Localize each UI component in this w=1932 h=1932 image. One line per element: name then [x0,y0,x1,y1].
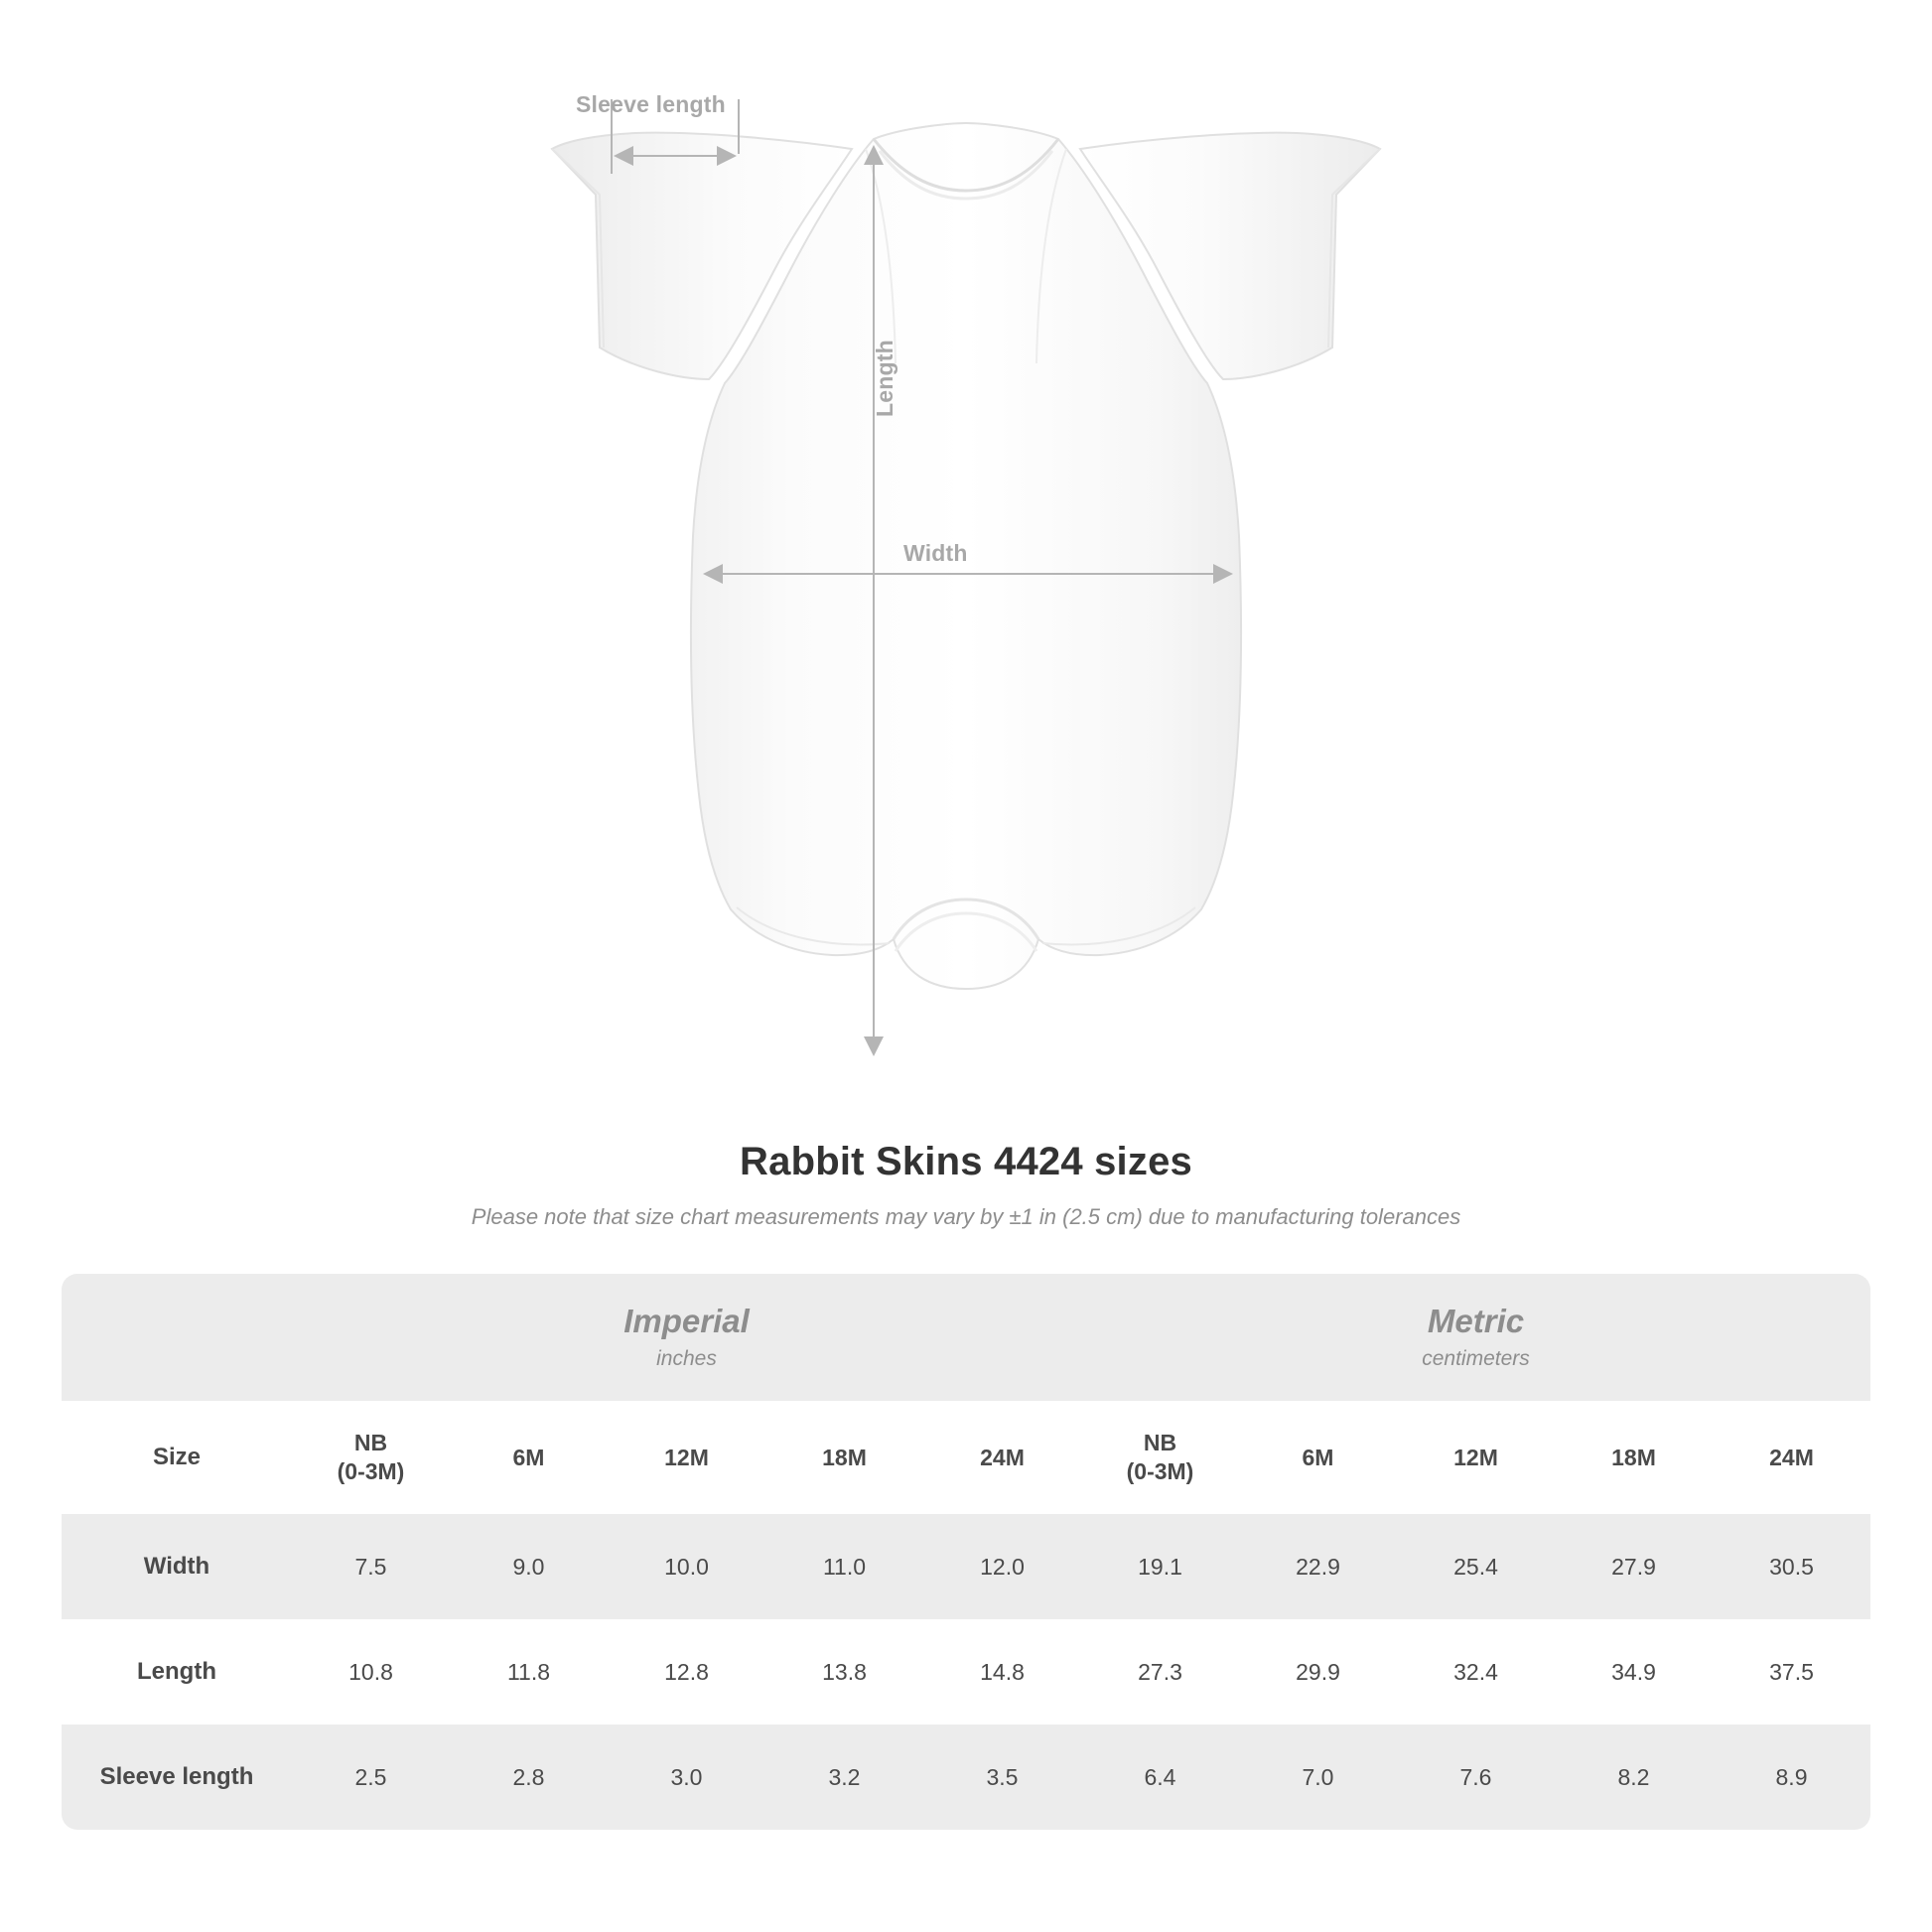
unit-group-sub: inches [656,1347,717,1371]
cell: 27.9 [1555,1514,1713,1619]
size-table [62,1274,1870,1830]
cell: 10.0 [608,1514,765,1619]
header-col-6 [1239,1401,1397,1514]
cell: 8.9 [1713,1725,1870,1830]
cell: 11.8 [506,1658,551,1685]
header-col-line1: 12M [1453,1444,1498,1470]
cell: 22.9 [1239,1514,1397,1619]
header-col-line2: (0-3M) [337,1458,405,1484]
column-header-row [62,1401,1870,1514]
cell: 6.4 [1081,1725,1239,1830]
cell: 3.5 [923,1725,1081,1830]
header-col-3 [765,1401,923,1514]
header-col-2 [608,1401,765,1514]
header-col-line1: 12M [664,1444,709,1470]
header-col-line1: 24M [980,1444,1025,1470]
cell: 12.0 [923,1514,1081,1619]
unit-group-name: Metric [1427,1302,1525,1339]
tolerance-note: Please note that size chart measurements may vary by ±1 in (2.5 cm) due to manufacturing tolerances [471,1204,1461,1229]
cell: 27.3 [1138,1658,1182,1685]
cell: 2.5 [292,1725,450,1830]
row-label: Width [62,1514,292,1619]
cell: 3.0 [608,1725,765,1830]
header-col-line1: 6M [1302,1444,1334,1470]
header-col-7 [1397,1401,1555,1514]
length-label: Length [872,340,897,417]
sleeve-length-label: Sleeve length [576,91,726,117]
table-row [62,1725,1870,1830]
cell: 30.5 [1713,1514,1870,1619]
unit-group-sub: centimeters [1422,1347,1530,1371]
unit-group-metric [1081,1274,1870,1401]
header-col-line2: (0-3M) [1126,1458,1194,1484]
title-block [0,1140,1932,1230]
cell: 37.5 [1769,1658,1814,1685]
cell: 10.8 [348,1658,393,1685]
header-col-8 [1555,1401,1713,1514]
header-col-1 [450,1401,608,1514]
header-col-9 [1713,1401,1870,1514]
cell: 7.0 [1239,1725,1397,1830]
unit-spacer [62,1274,292,1401]
header-col-line1: NB [1143,1430,1177,1456]
header-col-0 [292,1401,450,1514]
cell: 12.8 [664,1658,709,1685]
cell: 29.9 [1296,1658,1340,1685]
cell: 2.8 [450,1725,608,1830]
row-label: Length [137,1658,216,1685]
cell: 25.4 [1397,1514,1555,1619]
cell: 19.1 [1081,1514,1239,1619]
cell: 13.8 [822,1658,867,1685]
cell: 8.2 [1555,1725,1713,1830]
cell: 7.6 [1397,1725,1555,1830]
width-label: Width [903,540,968,566]
cell: 3.2 [765,1725,923,1830]
cell: 9.0 [450,1514,608,1619]
unit-header-row [62,1274,1870,1401]
table-row [62,1619,1870,1725]
header-col-line1: 24M [1769,1444,1814,1470]
cell: 11.0 [765,1514,923,1619]
page-title: Rabbit Skins 4424 sizes [740,1140,1192,1183]
cell: 7.5 [292,1514,450,1619]
header-col-5 [1081,1401,1239,1514]
cell: 32.4 [1453,1658,1498,1685]
cell: 14.8 [980,1658,1025,1685]
unit-group-imperial [292,1274,1081,1401]
row-label: Sleeve length [62,1725,292,1830]
unit-group-name: Imperial [623,1302,750,1339]
header-col-line1: NB [353,1430,388,1456]
cell: 34.9 [1611,1658,1656,1685]
header-col-line1: 6M [512,1444,545,1470]
header-col-line1: 18M [822,1444,867,1470]
header-col-line1: 18M [1611,1444,1656,1470]
table-row [62,1514,1870,1619]
header-size: Size [62,1401,292,1514]
header-col-4 [923,1401,1081,1514]
size-table-wrap [62,1274,1870,1830]
